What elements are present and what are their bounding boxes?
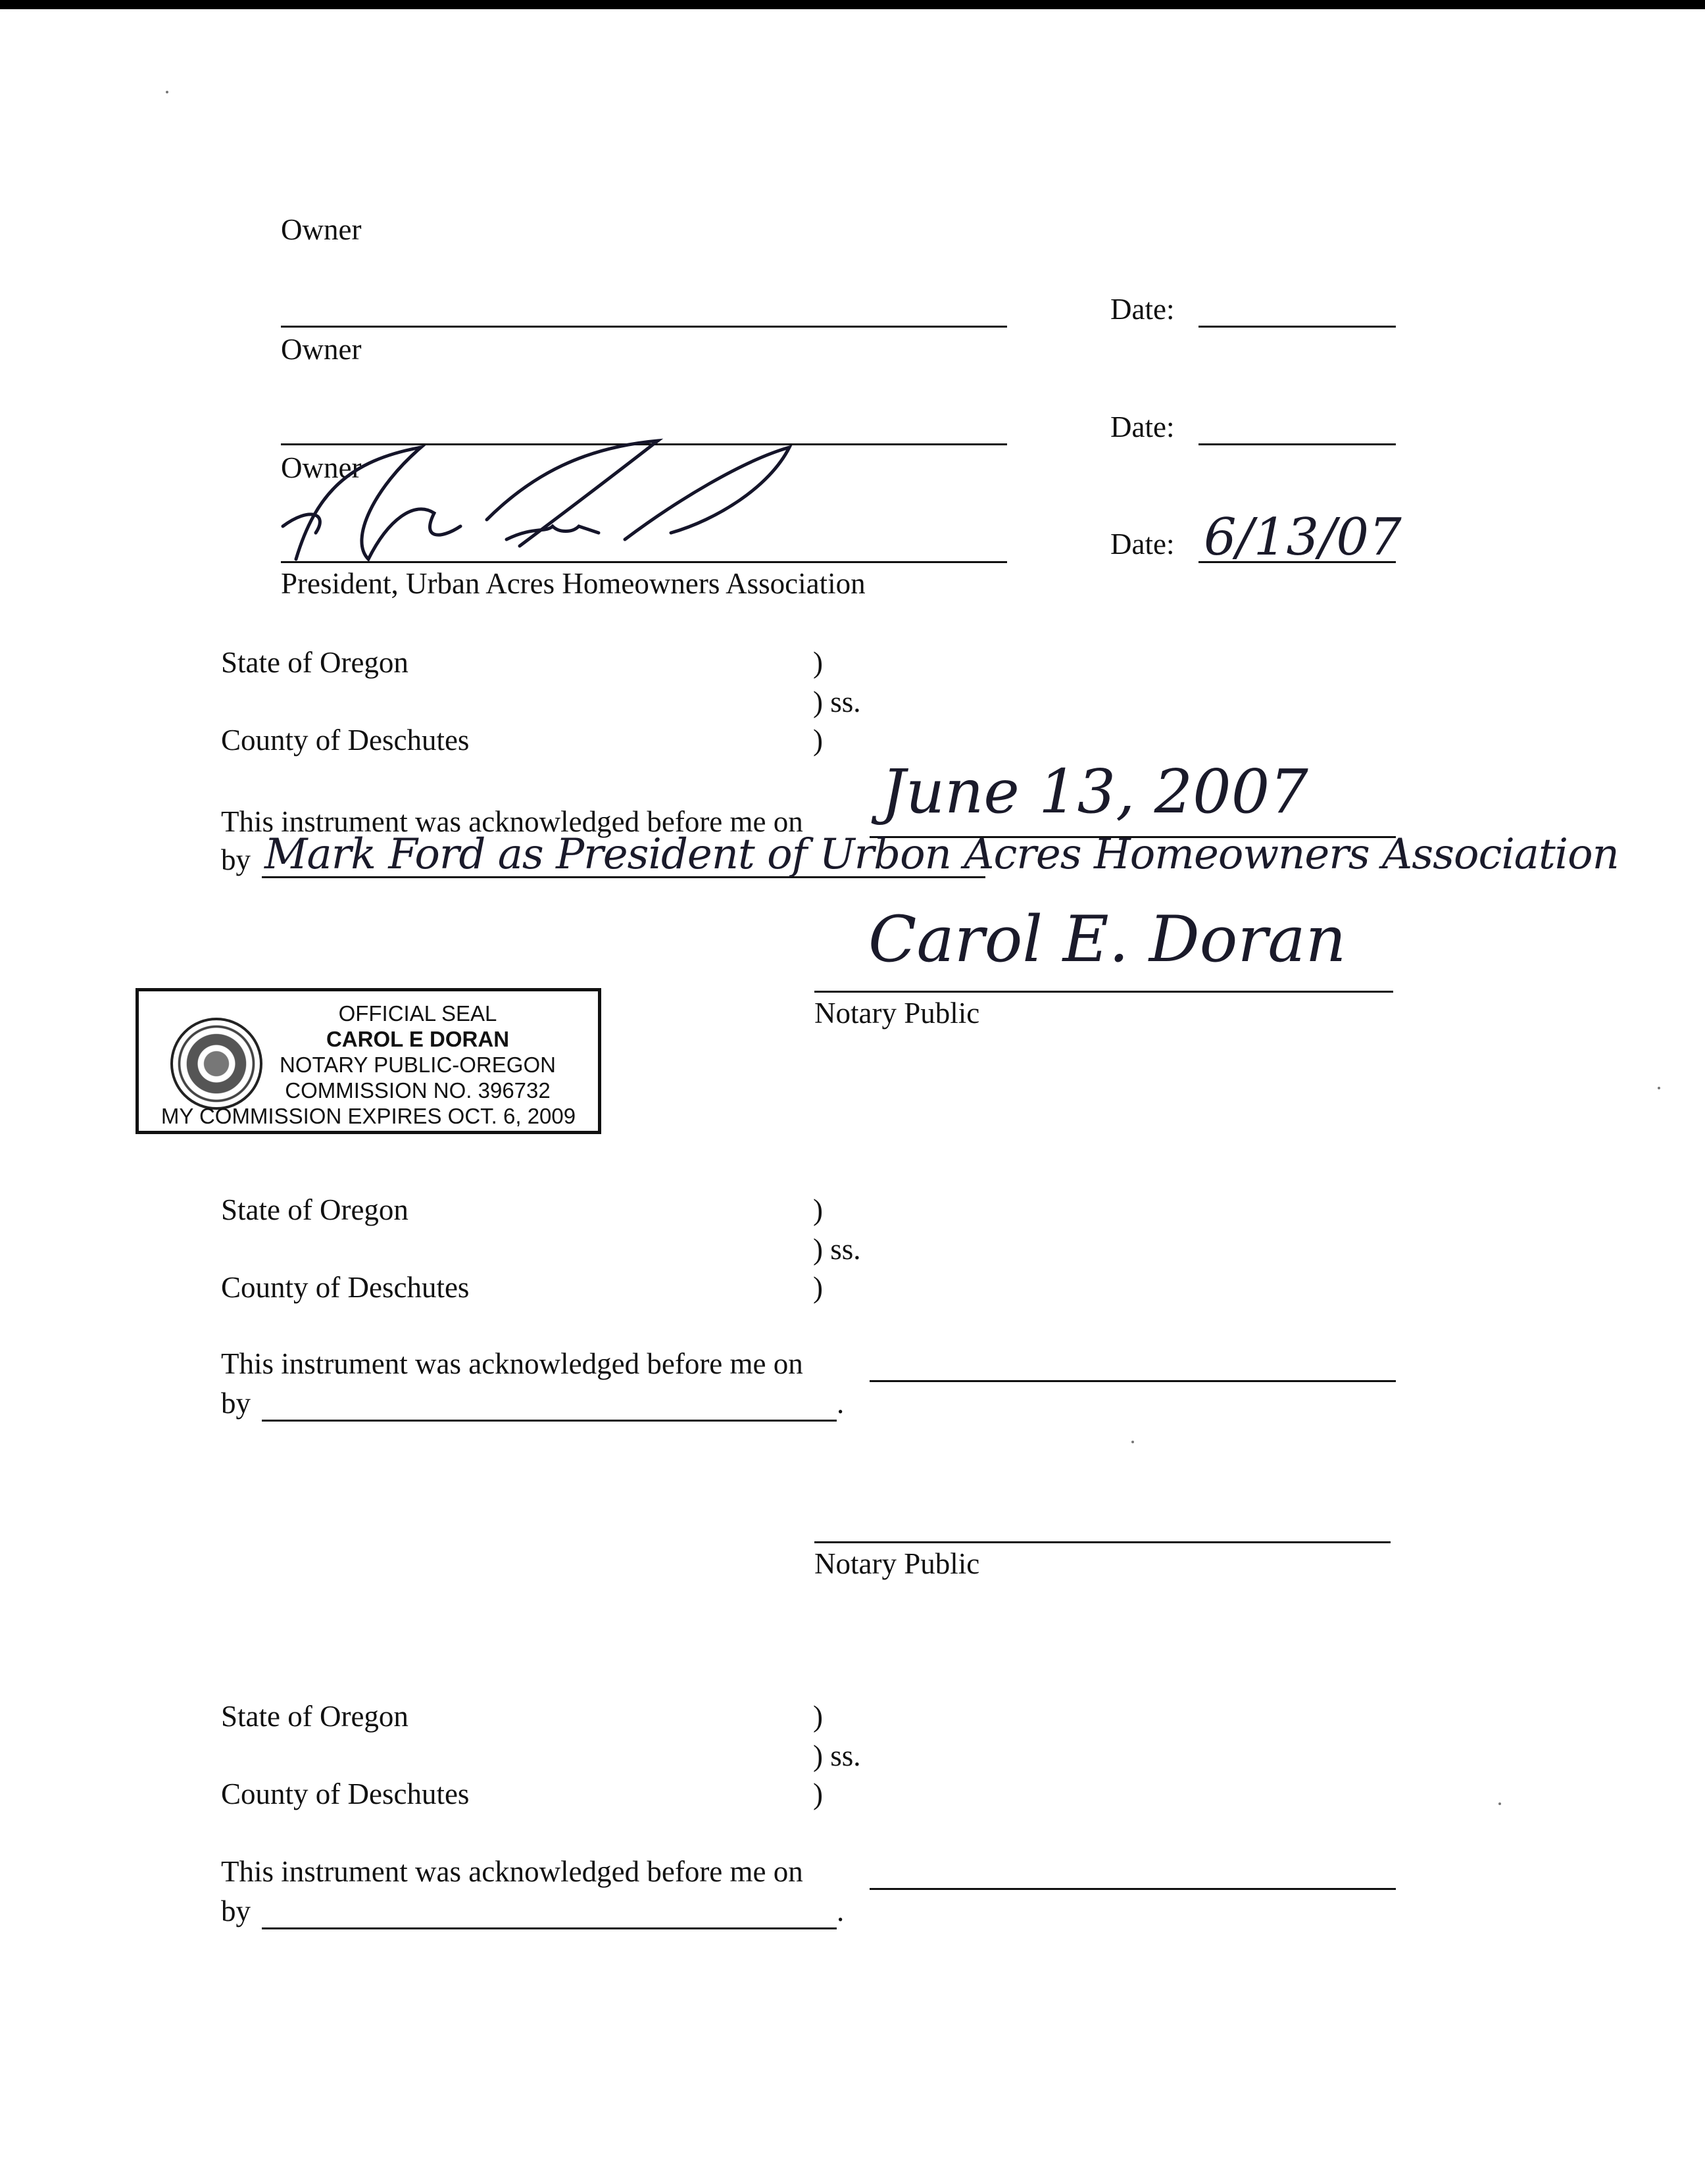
seal-line-3: NOTARY PUBLIC-OREGON [280, 1053, 556, 1077]
notary3-period: . [837, 1895, 845, 1927]
notary1-paren-top: ) [813, 646, 823, 679]
notary2-signature-line [814, 1541, 1391, 1543]
date-label-1: Date: [1110, 293, 1175, 326]
notary3-paren-top: ) [813, 1700, 823, 1733]
scan-speck [1498, 1802, 1501, 1805]
owner-signature-line-1 [281, 326, 1007, 328]
notary1-county: County of Deschutes [221, 724, 470, 757]
date-value-3: 6/13/07 [1204, 508, 1402, 567]
notary1-public-label: Notary Public [814, 997, 980, 1030]
notary3-paren-ss: ) ss. [813, 1739, 861, 1772]
notary2-public-label: Notary Public [814, 1547, 980, 1580]
notary1-paren-bottom: ) [813, 724, 823, 757]
notary2-paren-top: ) [813, 1193, 823, 1226]
notary1-signature: Carol E. Doran [868, 903, 1347, 976]
scan-speck [1131, 1441, 1134, 1443]
notary3-by-label: by [221, 1895, 251, 1927]
seal-line-2: CAROL E DORAN [326, 1027, 510, 1051]
notary3-state: State of Oregon [221, 1700, 408, 1733]
notary1-by-value: Mark Ford as President of Urbon Acres Homeowners Association [264, 830, 1619, 879]
date-line-1 [1198, 326, 1396, 328]
notary2-ack-date-line [870, 1380, 1396, 1382]
notary2-by-line [262, 1420, 837, 1422]
notary3-paren-bottom: ) [813, 1777, 823, 1810]
seal-line-4: COMMISSION NO. 396732 [285, 1078, 551, 1103]
notary2-by-label: by [221, 1387, 251, 1420]
notary3-ack-text: This instrument was acknowledged before me on [221, 1855, 803, 1888]
notary1-by-label: by [221, 843, 251, 876]
seal-line-5: MY COMMISSION EXPIRES OCT. 6, 2009 [161, 1104, 576, 1128]
page-top-border [0, 0, 1705, 9]
owner-label-3: Owner [281, 451, 362, 484]
notary1-signature-line [814, 991, 1393, 993]
president-signature-line [281, 561, 1007, 563]
official-seal-stamp [136, 988, 601, 1134]
notary2-paren-bottom: ) [813, 1271, 823, 1304]
notary2-county: County of Deschutes [221, 1271, 470, 1304]
notary2-ack-text: This instrument was acknowledged before me on [221, 1347, 803, 1380]
scan-speck [166, 91, 168, 93]
notary2-period: . [837, 1387, 845, 1420]
notary3-ack-date-line [870, 1888, 1396, 1890]
date-label-3: Date: [1110, 528, 1175, 560]
notary3-county: County of Deschutes [221, 1777, 470, 1810]
notary3-by-line [262, 1927, 837, 1929]
notary1-paren-ss: ) ss. [813, 685, 861, 718]
notary1-state: State of Oregon [221, 646, 408, 679]
president-signature [270, 434, 809, 566]
president-label: President, Urban Acres Homeowners Association [281, 567, 866, 600]
notary2-state: State of Oregon [221, 1193, 408, 1226]
date-line-2 [1198, 443, 1396, 445]
notary1-ack-text: This instrument was acknowledged before me on [221, 805, 803, 838]
date-label-2: Date: [1110, 410, 1175, 443]
owner-label-1: Owner [281, 213, 362, 246]
scan-speck [1658, 1087, 1660, 1089]
owner-label-2: Owner [281, 333, 362, 366]
notary1-ack-date: June 13, 2007 [881, 757, 1308, 827]
seal-line-1: OFFICIAL SEAL [338, 1001, 497, 1026]
notary2-paren-ss: ) ss. [813, 1233, 861, 1266]
